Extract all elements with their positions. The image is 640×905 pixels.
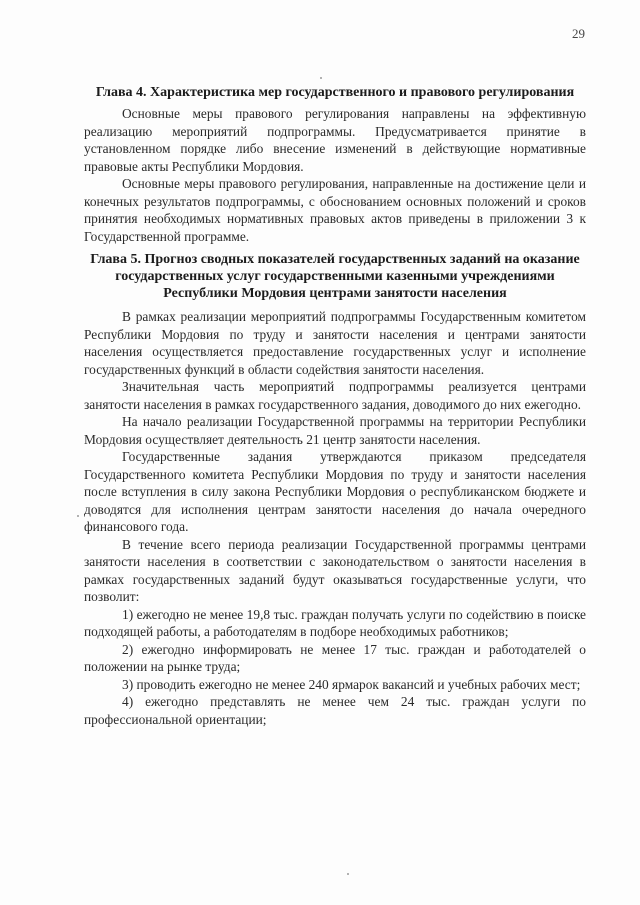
chapter-5-heading: Глава 5. Прогноз сводных показателей государственных заданий на оказание государственных услуг государственными казенными учреждениями Республики Мордовия центрами занятости населения xyxy=(90,252,580,301)
scan-speck xyxy=(320,77,322,79)
list-item-3: 3) проводить ежегодно не менее 240 ярмарок вакансий и учебных рабочих мест; xyxy=(122,676,581,692)
list-item-4: 4) ежегодно представлять не менее чем 24 тыс. граждан услуги по профессиональной ориентации; xyxy=(84,694,586,727)
chapter-5-paragraph-1: В рамках реализации мероприятий подпрограммы Государственным комитетом Республики Мордовия по труду и занятости населения и центрами занятости населения осуществляется предоставление государственных услуг и исполнение государственных функций в области содействия занятости населения. xyxy=(84,309,586,377)
chapter-4-heading: Глава 4. Характеристика мер государственного и правового регулирования xyxy=(95,85,575,100)
list-item-1: 1) ежегодно не менее 19,8 тыс. граждан получать услуги по содействию в поиске подходящей работы, а работодателям в подборе необходимых работников; xyxy=(84,606,586,639)
chapter-5-paragraph-2: Значительная часть мероприятий подпрограммы реализуется центрами занятости населения в рамках государственного задания, доводимого до них ежегодно. xyxy=(84,379,586,412)
chapter-4-paragraph-2: Основные меры правового регулирования, направленные на достижение цели и конечных результатов подпрограммы, с обоснованием основных положений и сроков принятия необходимых нормативных правовых актов приведены в приложении 3 к Государственной программе. xyxy=(84,176,586,244)
chapter-5-paragraph-4: Государственные задания утверждаются приказом председателя Государственного комитета Республики Мордовия по труду и занятости населения после вступления в силу закона Республики Мордовия о республиканском бюджете и доводятся для исполнения центрам занятости населения до начала очередного финансового года. xyxy=(84,449,586,534)
document-body xyxy=(84,84,586,728)
chapter-5-paragraph-3: На начало реализации Государственной программы на территории Республики Мордовия осуществляет деятельность 21 центр занятости населения. xyxy=(84,414,586,447)
list-item-2: 2) ежегодно информировать не менее 17 тыс. граждан и работодателей о положении на рынке труда; xyxy=(84,641,586,674)
chapter-5-paragraph-5: В течение всего периода реализации Государственной программы центрами занятости населения в соответствии с законодательством о занятости населения в рамках государственных заданий будут оказываться государственные услуги, что позволит: xyxy=(84,536,586,604)
scan-speck xyxy=(347,873,349,875)
chapter-4-paragraph-1: Основные меры правового регулирования направлены на эффективную реализацию мероприятий подпрограммы. Предусматривается принятие в установленном порядке либо внесение изменений в действующие нормативные правовые акты Республики Мордовия. xyxy=(84,106,586,174)
scan-speck xyxy=(77,515,79,517)
page-number: 29 xyxy=(572,26,585,41)
